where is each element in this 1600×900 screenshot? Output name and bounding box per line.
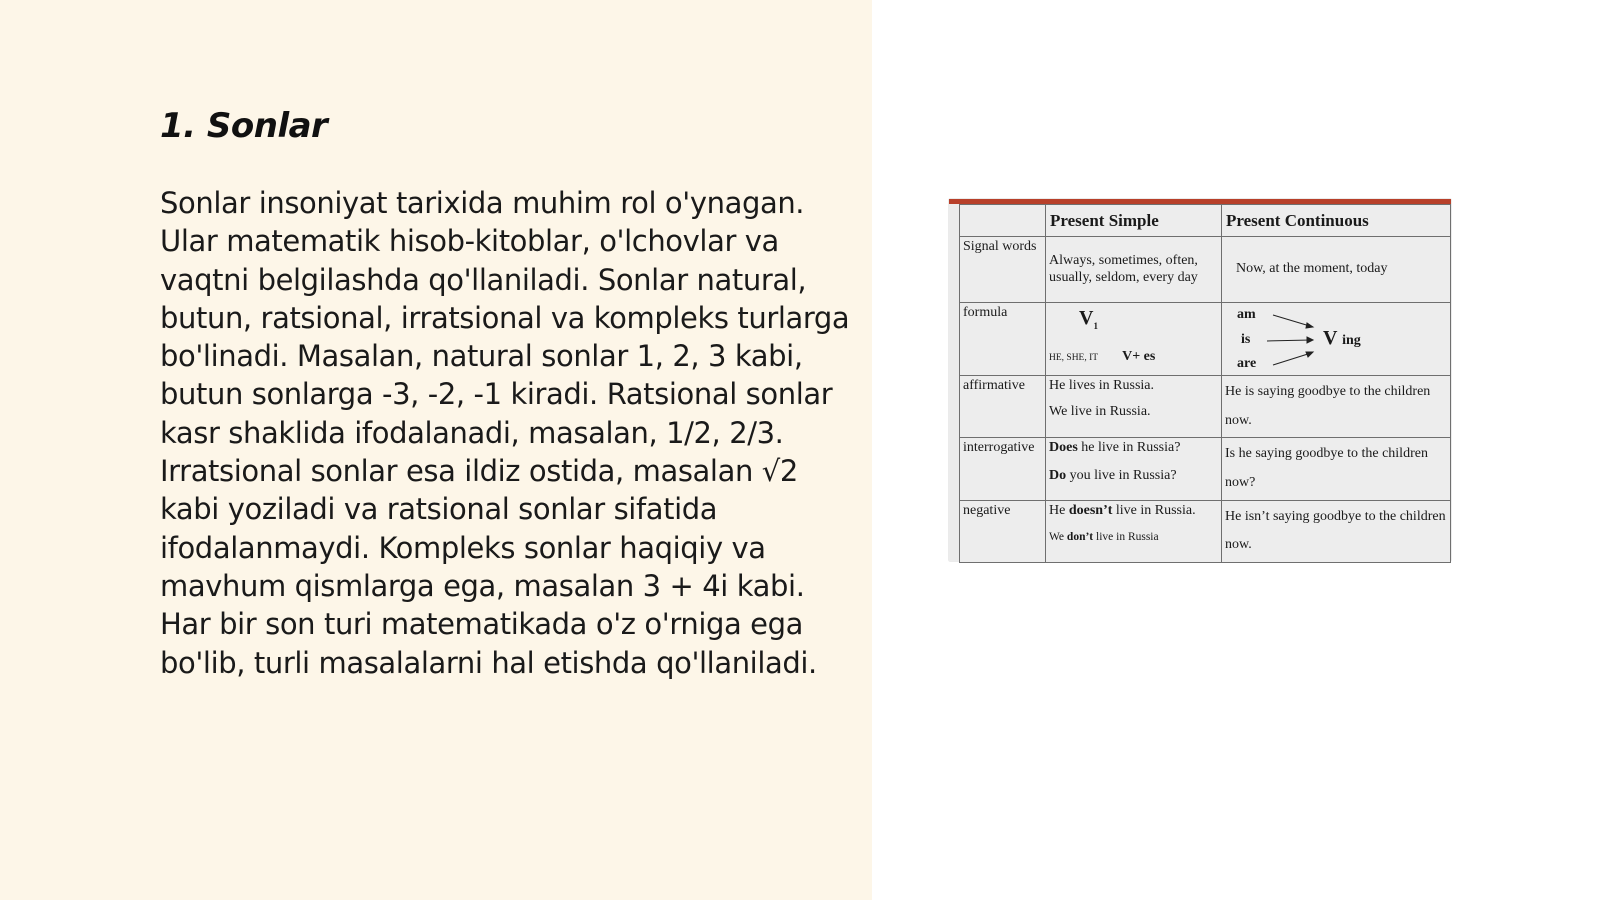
tense-table [959, 204, 1451, 563]
table-row-negative [960, 500, 1451, 562]
table-row-interrogative [960, 438, 1451, 500]
interrogative-simple: Does he live in Russia? Do you live in Russia? [1046, 438, 1222, 500]
formula-is: is [1241, 332, 1251, 347]
formula-continuous [1222, 303, 1451, 376]
row-label-interrogative: interrogative [960, 438, 1046, 500]
header-empty-cell [960, 205, 1046, 237]
negative-simple: He doesn’t live in Russia. We don’t live in Russia [1046, 500, 1222, 562]
formula-v1: $V_1$ [1079, 307, 1098, 331]
header-present-simple: Present Simple [1046, 205, 1222, 237]
affirmative-continuous: He is saying goodbye to the children now. [1222, 376, 1451, 438]
formula-are: are [1237, 356, 1257, 371]
affirmative-simple: He lives in Russia. We live in Russia. [1046, 376, 1222, 438]
formula-v-ing: V ing [1323, 327, 1361, 349]
formula-simple [1046, 303, 1222, 376]
formula-v-es: V+ es [1122, 349, 1156, 365]
table-row-signal-words [960, 237, 1451, 303]
table-row-affirmative [960, 376, 1451, 438]
row-label-signal-words: Signal words [960, 237, 1046, 303]
formula-am: am [1237, 307, 1256, 322]
signal-words-continuous: Now, at the moment, today [1222, 237, 1451, 303]
formula-pronouns: HE, SHE, IT [1049, 353, 1099, 364]
slide-body-text: Sonlar insoniyat tarixida muhim rol o'ynagan. Ular matematik hisob-kitoblar, o'lchovlar va vaqtni belgilashda qo'llaniladi. Sonlar natural, butun, ratsional, irratsional va kompleks turlarga bo'linadi. Masalan, natural sonlar 1, 2, 3 kabi, butun sonlarga -3, -2, -1 kiradi. Ratsional sonlar kasr shaklida ifodalanadi, masalan, 1/2, 2/3. Irratsional sonlar esa ildiz ostida, masalan √2 kabi yoziladi va ratsional sonlar sifatida ifodalanmaydi. Kompleks sonlar haqiqiy va mavhum qismlarga ega, masalan 3 + 4i kabi. Har bir son turi matematikada o'z o'rniga ega bo'lib, turli masalalarni hal etishda qo'llaniladi. [160, 186, 850, 680]
signal-words-simple: Always, sometimes, often, usually, seldom, every day [1046, 237, 1222, 303]
header-present-continuous: Present Continuous [1222, 205, 1451, 237]
row-label-negative: negative [960, 500, 1046, 562]
tense-comparison-table-image [949, 199, 1451, 561]
negative-continuous: He isn’t saying goodbye to the children now. [1222, 500, 1451, 562]
table-header-row [960, 205, 1451, 237]
table-row-formula [960, 303, 1451, 376]
row-label-formula: formula [960, 303, 1046, 376]
slide-title: 1. Sonlar [160, 106, 328, 146]
interrogative-continuous: Is he saying goodbye to the children now? [1222, 438, 1451, 500]
row-label-affirmative: affirmative [960, 376, 1046, 438]
